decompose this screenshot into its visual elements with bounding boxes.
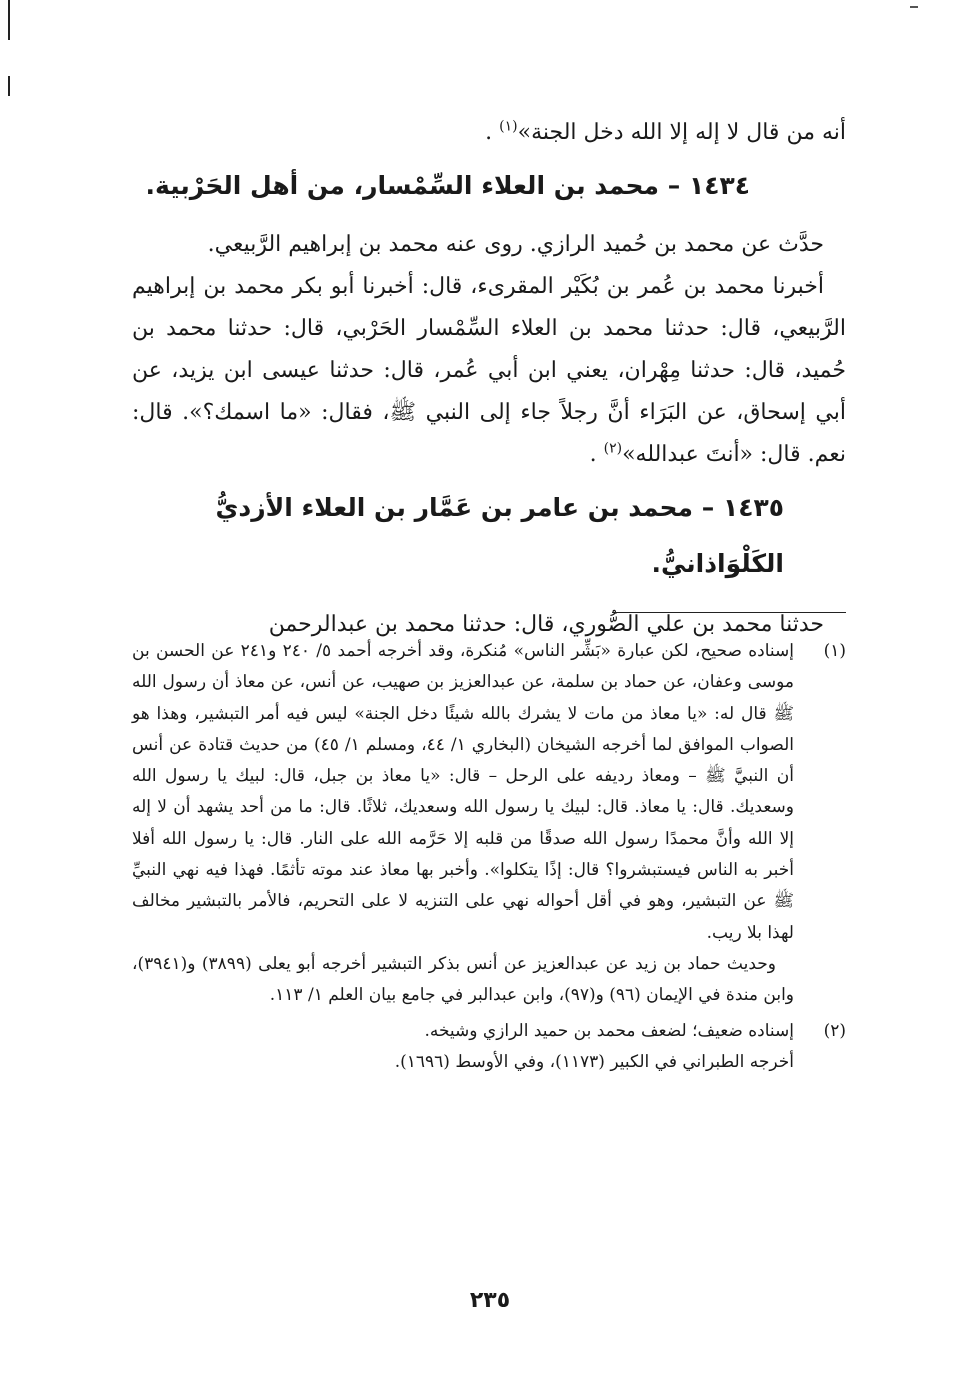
entry-number-1435: ١٤٣٥ – (701, 493, 784, 522)
footnote-2 (132, 1016, 846, 1079)
paragraph-isnad (132, 266, 846, 476)
carry-line-end: . (485, 120, 500, 145)
main-text (132, 112, 846, 646)
paragraph-isnad-1435: حدثنا محمد بن علي الصُّوري، قال: حدثنا محمد بن عبدالرحمن (268, 612, 824, 637)
scan-edge-mark (8, 76, 10, 96)
scan-dot-mark (910, 6, 918, 8)
isnad-end: . (589, 442, 604, 467)
entry-body-1434 (132, 224, 846, 476)
footnote-mark-2: (٢) (823, 1020, 846, 1041)
entry-heading-1435 (132, 480, 846, 592)
footnote-continuation-2: أخرجه الطبراني في الكبير (١١٧٣)، وفي الأوسط (١٦٩٦). (394, 1051, 794, 1072)
page-number: ٢٣٥ (469, 1288, 511, 1313)
body-text (132, 112, 846, 154)
footnote-ref-2[interactable]: (٢) (603, 440, 623, 457)
footnote-text-2: إسناده ضعيف؛ لضعف محمد بن حميد الرازي وشيخه. (424, 1020, 794, 1041)
entry-title-1434: محمد بن العلاء السِّمْسار، من أهل الحَرْبية. (145, 171, 660, 200)
paragraph-narration: حدَّث عن محمد بن حُميد الرازي. روى عنه محمد بن إبراهيم الرَّبيعي. (207, 232, 824, 257)
entry-title-1435: محمد بن عامر بن عَمَّار بن العلاء الأزديُّ الكَلْوَاذانيُّ. (215, 493, 784, 578)
footnote-continuation-1: وحديث حماد بن زيد عن عبدالعزيز عن أنس بذكر التبشير أخرجه أبو يعلى (٣٨٩٩) و(٣٩٤١)، وابن مندة في الإيمان (٩٦) و(٩٧)، وابن عبدالبر في جامع بيان العلم ١/ ١١٣. (132, 953, 794, 1006)
carried-over-line (132, 112, 846, 154)
footnote-body-2 (132, 1016, 794, 1079)
footnote-ref-1[interactable]: (١) (499, 118, 518, 135)
footnote-mark-1: (١) (823, 641, 846, 661)
entry-number-1434: ١٤٣٤ – (667, 171, 750, 200)
scan-edge-mark (8, 0, 10, 40)
footnote-body-1 (132, 636, 794, 949)
isnad-text: أخبرنا محمد بن عُمر بن بُكَيْر المقرىء، قال: أخبرنا أبو بكر محمد بن إبراهيم الرَّبيعي، قال: حدثنا محمد بن العلاء السِّمْسار الحَرْبي، قال: حدثنا محمد بن حُميد، قال: حدثنا مِهْران، يعني ابن أبي عُمر، قال: حدثنا عيسى ابن يزيد، عن أبي إسحاق، عن البَرَاء أنَّ رجلاً جاء إلى النبي ﷺ، فقال: «ما اسمك؟». قال: نعم. قال: «أنتَ عبدالله» (132, 274, 846, 467)
footnote-separator (612, 612, 846, 613)
entry-heading-1434 (132, 158, 846, 214)
footnotes (132, 636, 846, 1078)
footnote-1 (132, 636, 846, 949)
carry-line-text: أنه من قال لا إله إلا الله دخل الجنة» (517, 120, 846, 145)
footnote-text-1: إسناده صحيح، لكن عبارة «بَشِّر الناس» مُنكرة، وقد أخرجه أحمد ٥/ ٢٤٠ و٢٤١ عن الحسن بن موسى وعفان، عن حماد بن سلمة، عن عبدالعزيز بن صهيب، عن أنس، عن معاذ أن رسول الله ﷺ قال له: «يا معاذ من مات لا يشرك بالله شيئًا دخل الجنة» ليس فيه أمر التبشير، وهذا هو الصواب الموافق لما أخرجه الشيخان (البخاري ١/ ٤٤، ومسلم ١/ ٤٥) من حديث قتادة عن أنس أن النبيَّ ﷺ – ومعاذ رديفه على الرحل – قال: «يا معاذ بن جبل، قال: لبيك يا رسول الله وسعديك. قال: يا معاذ. قال: لبيك يا رسول الله وسعديك، ثلاثًا. قال: ما من أحد يشهد أن لا إله إلا الله وأنَّ محمدًا رسول الله صدقًا من قلبه إلا حَرَّمه الله على النار. قال: يا رسول الله أفلا أخبر به الناس فيستبشروا؟ قال: إذًا يتكلوا». وأخبر بها معاذ عند موته تأثمًا. فهذا فيه نهي النبيِّ ﷺ عن التبشير، وهو في أقل أحواله نهي على التنزيه لا على التحريم، فالأمر بالتبشير مخالف لهذا بلا ريب. (132, 641, 794, 943)
